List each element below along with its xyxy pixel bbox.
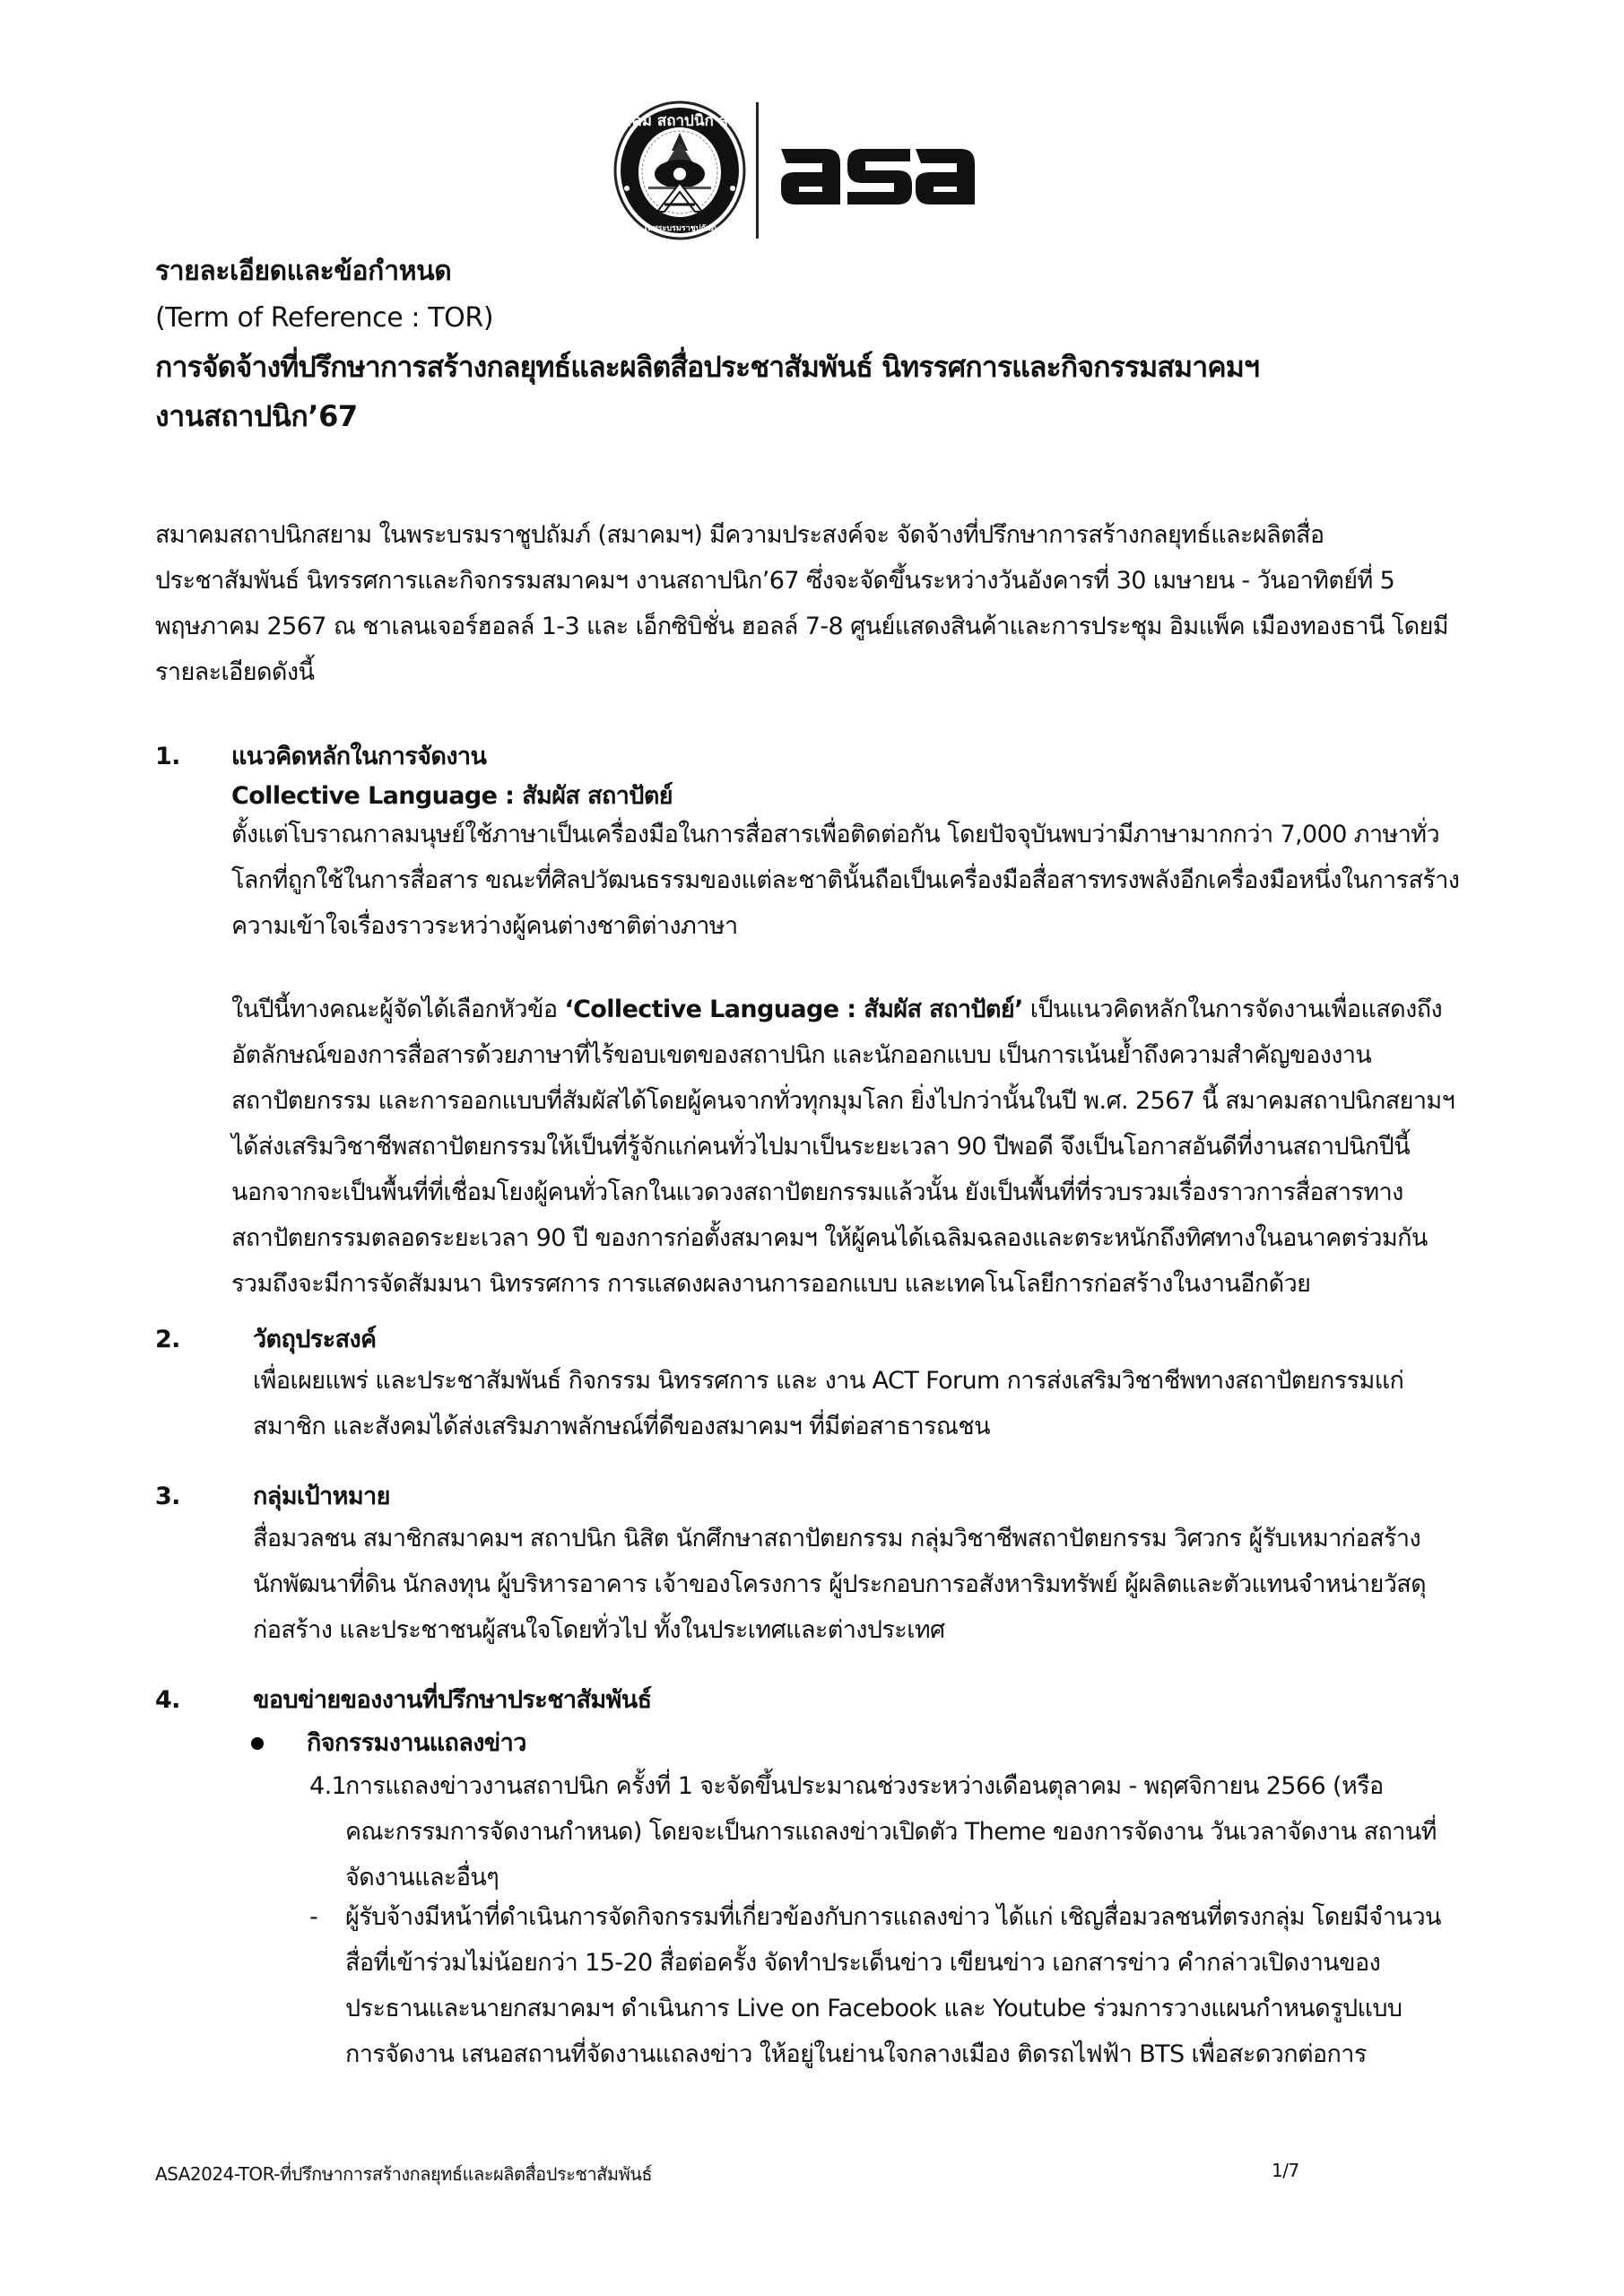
item-4-1-body [345, 1763, 1437, 1900]
section-3-number: 3. [155, 1483, 180, 1510]
dash-marker: - [309, 1903, 318, 1931]
paragraph-line: โลกที่ถูกใช้ในการสื่อสาร ขณะที่ศิลปวัฒนธรรมของแต่ละชาตินั้นถือเป็นเครื่องมือสื่อสารทรงพลังอีกเครื่องมือหนึ่งในการสร้าง [231, 866, 1460, 894]
section-1-number: 1. [155, 743, 180, 770]
section-4-number: 4. [155, 1686, 180, 1714]
paragraph-line: ก่อสร้าง และประชาชนผู้สนใจโดยทั่วไป ทั้งในประเทศและต่างประเทศ [253, 1616, 945, 1644]
doc-title-line2: (Term of Reference : TOR) [155, 302, 494, 334]
paragraph-line: คณะกรรมการจัดงานกำหนด) โดยจะเป็นการแถลงข่าวเปิดตัว Theme ของการจัดงาน วันเวลาจัดงาน สถานที่ [345, 1818, 1437, 1846]
bullet-icon [251, 1737, 264, 1750]
paragraph-line: จัดงานและอื่นๆ [345, 1864, 499, 1892]
paragraph-line: สื่อมวลชน สมาชิกสมาคมฯ สถาปนิก นิสิต นักศึกษาสถาปัตยกรรม กลุ่มวิชาชีพสถาปัตยกรรม วิศวกร ผู้รับเหมาก่อสร้าง [253, 1525, 1421, 1552]
paragraph-line: การจัดงาน เสนอสถานที่จัดงานแถลงข่าว ให้อยู่ในย่านใจกลางเมือง ติดรถไฟฟ้า BTS เพื่อสะดวกต่อการ [345, 2040, 1367, 2068]
seal-text-top: สมาคม สถาปนิก สยาม [604, 112, 756, 130]
association-seal-icon [604, 100, 756, 240]
section-2-body [253, 1358, 1403, 1449]
paragraph-text: เป็นแนวคิดหลักในการจัดงานเพื่อแสดงถึง [1022, 996, 1443, 1023]
header-logo [604, 100, 989, 244]
paragraph-line: สื่อที่เข้าร่วมไม่น้อยกว่า 15-20 สื่อต่อครั้ง จัดทำประเด็นข่าว เขียนข่าว เอกสารข่าว คำกล่าวเปิดงานของ [345, 1949, 1381, 1977]
section-3-heading: กลุ่มเป้าหมาย [253, 1483, 390, 1510]
paragraph-line: สมาชิก และสังคมได้ส่งเสริมภาพลักษณ์ที่ดีของสมาคมฯ ที่มีต่อสาธารณชน [253, 1413, 990, 1440]
paragraph-text: ในปีนี้ทางคณะผู้จัดได้เลือกหัวข้อ [231, 996, 565, 1023]
asa-wordmark-logo [779, 145, 977, 208]
section-3-body [253, 1516, 1426, 1653]
intro-line: รายละเอียดดังนี้ [155, 658, 315, 686]
paragraph-line: เพื่อเผยแพร่ และประชาสัมพันธ์ กิจกรรม นิทรรศการ และ งาน ACT Forum การส่งเสริมวิชาชีพทางสถาปัตยกรรมแก่ [253, 1367, 1404, 1395]
footer-document-id: ASA2024-TOR-ที่ปรึกษาการสร้างกลยุทธ์และผลิตสื่อประชาสัมพันธ์ [155, 2163, 653, 2185]
item-4-1-number: 4.1 [309, 1772, 347, 1800]
paragraph-line: นักพัฒนาที่ดิน นักลงทุน ผู้บริหารอาคาร เจ้าของโครงการ ผู้ประกอบการอสังหาริมทรัพย์ ผู้ผลิตและตัวแทนจำหน่ายวัสดุ [253, 1570, 1427, 1598]
dash-item-body [345, 1894, 1441, 2077]
section-4-heading: ขอบข่ายของงานที่ปรึกษาประชาสัมพันธ์ [253, 1686, 652, 1714]
paragraph-line: ผู้รับจ้างมีหน้าที่ดำเนินการจัดกิจกรรมที่เกี่ยวข้องกับการแถลงข่าว ได้แก่ เชิญสื่อมวลชนที่ตรงกลุ่ม โดยมีจำนวน [345, 1903, 1441, 1931]
doc-title-line4: งานสถาปนิก’67 [155, 399, 358, 433]
paragraph-line: อัตลักษณ์ของการสื่อสารด้วยภาษาที่ไร้ขอบเขตของสถาปนิก และนักออกแบบ เป็นการเน้นย้ำถึงความสำคัญของงาน [231, 1041, 1372, 1069]
theme-name-emphasis: ‘Collective Language : สัมผัส สถาปัตย์’ [564, 996, 1023, 1023]
section-1-paragraph-2 [231, 987, 1455, 1307]
paragraph-line: ความเข้าใจเรื่องราวระหว่างผู้คนต่างชาติต่างภาษา [231, 912, 738, 940]
paragraph-line: การแถลงข่าวงานสถาปนิก ครั้งที่ 1 จะจัดขึ้นประมาณช่วงระหว่างเดือนตุลาคม - พฤศจิกายน 2566 (หรือ [345, 1772, 1384, 1800]
doc-title-line1: รายละเอียดและข้อกำหนด [155, 256, 452, 287]
section-2-number: 2. [155, 1326, 180, 1353]
intro-line: ประชาสัมพันธ์ นิทรรศการและกิจกรรมสมาคมฯ งานสถาปนิก’67 ซึ่งจะจัดขึ้นระหว่างวันอังคารที่ 30 เมษายน - วันอาทิตย์ที่ 5 [155, 567, 1395, 595]
intro-paragraph [155, 512, 1448, 695]
intro-line: พฤษภาคม 2567 ณ ชาเลนเจอร์ฮอลล์ 1-3 และ เอ็กซิบิชั่น ฮอลล์ 7-8 ศูนย์แสดงสินค้าและการประชุม อิมแพ็ค เมืองทองธานี โดยมี [155, 613, 1449, 640]
paragraph-line: รวมถึงจะมีการจัดสัมมนา นิทรรศการ การแสดงผลงานการออกแบบ และเทคโนโลยีการก่อสร้างในงานอีกด้วย [231, 1270, 1311, 1298]
bullet-heading-press-conference: กิจกรรมงานแถลงข่าว [307, 1729, 526, 1757]
footer-page-number: 1/7 [1272, 2160, 1299, 2181]
paragraph-line: สถาปัตยกรรมตลอดระยะเวลา 90 ปี ของการก่อตั้งสมาคมฯ ให้ผู้คนได้เฉลิมฉลองและตระหนักถึงทิศทางในอนาคตร่วมกัน [231, 1224, 1428, 1252]
paragraph-line: ประธานและนายกสมาคมฯ ดำเนินการ Live on Facebook และ Youtube ร่วมการวางแผนกำหนดรูปแบบ [345, 1995, 1403, 2022]
section-1-paragraph-1 [231, 812, 1459, 949]
paragraph-line: ได้ส่งเสริมวิชาชีพสถาปัตยกรรมให้เป็นที่รู้จักแก่คนทั่วไปมาเป็นระยะเวลา 90 ปีพอดี จึงเป็นโอกาสอันดีที่งานสถาปนิกปีนี้ [231, 1133, 1411, 1161]
section-2-heading: วัตถุประสงค์ [253, 1326, 377, 1353]
paragraph-line: นอกจากจะเป็นพื้นที่ที่เชื่อมโยงผู้คนทั่วโลกในแวดวงสถาปัตยกรรมแล้วนั้น ยังเป็นพื้นที่ที่รวบรวมเรื่องราวการสื่อสารทาง [231, 1178, 1403, 1206]
paragraph-line: สถาปัตยกรรม และการออกแบบที่สัมผัสได้โดยผู้คนจากทั่วทุกมุมโลก ยิ่งไปกว่านั้นในปี พ.ศ. 2567 นี้ สมาคมสถาปนิกสยามฯ [231, 1087, 1455, 1115]
section-1-subheading: Collective Language : สัมผัส สถาปัตย์ [231, 782, 673, 810]
doc-title-line3: การจัดจ้างที่ปรึกษาการสร้างกลยุทธ์และผลิตสื่อประชาสัมพันธ์ นิทรรศการและกิจกรรมสมาคมฯ [155, 350, 1260, 384]
intro-line: สมาคมสถาปนิกสยาม ในพระบรมราชูปถัมภ์ (สมาคมฯ) มีความประสงค์จะ จัดจ้างที่ปรึกษาการสร้างกลยุทธ์และผลิตสื่อ [155, 521, 1324, 549]
paragraph-line: ตั้งแต่โบราณกาลมนุษย์ใช้ภาษาเป็นเครื่องมือในการสื่อสารเพื่อติดต่อกัน โดยปัจจุบันพบว่ามีภาษามากกว่า 7,000 ภาษาทั่ว [231, 821, 1440, 848]
logo-divider [756, 102, 759, 239]
seal-text-bottom: ในพระบรมราชูปถัมภ์ [643, 224, 716, 233]
section-1-heading: แนวคิดหลักในการจัดงาน [231, 743, 487, 770]
paragraph-line [231, 987, 1455, 1032]
